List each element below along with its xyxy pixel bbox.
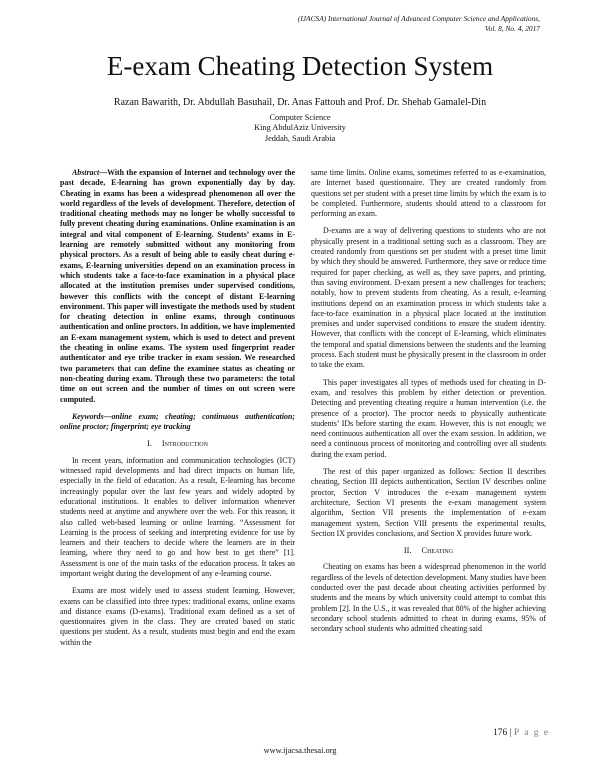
section-title: Cheating [421, 546, 454, 556]
paper-title: E-exam Cheating Detection System [106, 51, 494, 81]
affiliation-dept: Computer Science [269, 113, 331, 122]
journal-volume: Vol. 8, No. 4, 2017 [484, 24, 540, 33]
section-heading-cheating [311, 546, 546, 556]
page-number-value: 176 [493, 728, 508, 738]
keywords: Keywords—online exam; cheating; continuous authentication; online proctor; fingerprint; eye tracking [60, 411, 295, 432]
abstract [60, 168, 295, 405]
journal-header [180, 14, 540, 34]
cheating-paragraph-1: Cheating on exams has been a widespread phenomenon in the world regardless of the levels of detection development. Many studies have been conducted over the past decade about cheating activities performed by students and the means by which university could attempt to combat this problem [2]. In the U.S., it was revealed that 80% of the higher achieving secondary school students admitted to cheat in during exams, 95% of secondary school students who admitted cheating said [311, 562, 546, 634]
body-paragraph-4: The rest of this paper organized as follows: Section II describes cheating, Section III depicts authentication, Section IV describes online proctor, Section V introduces the e-exam management system architecture, Section VI presents the e-exam management system algorithm, Section VII presents the implementation of e-exam management system, Section VIII presents the experimental results, Section IX provides conclusions, and Section X provides future work. [311, 467, 546, 538]
page-separator: | [507, 728, 514, 738]
right-column [311, 168, 546, 641]
journal-name: (IJACSA) International Journal of Advanced Computer Science and Applications, [297, 14, 540, 23]
body-paragraph-2: D-exams are a way of delivering questions to students who are not physically present in a traditional setting such as a classroom. They are created randomly from questions set per student with a preset time limit by which they should be answered. Furthermore, they save or reduce time required for paper checking, as well as, they save papers, and printing, thus saving environment. D-exam present a new challenges for teachers; notably, how to prevent students from cheating. As a result, e-learning institutions depend on an examination process in which students take a face-to-face examination in a physical place located at the institution premises and under supervised conditions to ensure the student identity. However, that conflicts with the concept of E-learning, which eliminates the temporal and spatial dimensions between the students and the learning process. Each student must be physically present in the classroom in order to take the exam. [311, 226, 546, 370]
page-word: P a g e [513, 728, 550, 738]
affiliation-university: King AbdulAziz University [254, 123, 346, 133]
section-number: I. [147, 439, 152, 449]
body-paragraph-3: This paper investigates all types of methods used for cheating in D-exam, and resolves this problem by either detection or prevention. Detecting and preventing cheating require a human intervention (i.e. the presence of a proctor). The proctor needs to physically authenticate students’ IDs before starting the exam. However, this is not enough; we need continuous authentication all over the exam session. In addition, we need a continuous process of monitoring and controlling over all students during the exam period. [311, 377, 546, 459]
footer-url: www.ijacsa.thesai.org [263, 746, 337, 755]
left-column [60, 168, 295, 655]
author-list: Razan Bawarith, Dr. Abdullah Basuhail, Dr. Anas Fattouh and Prof. Dr. Shehab Gamalel-Din [113, 97, 487, 108]
section-heading-introduction [60, 439, 295, 449]
section-number: II. [403, 546, 412, 556]
intro-paragraph-1: In recent years, information and communication technologies (ICT) witnessed rapid developments and had direct impacts on human life, especially in the field of education. As a result, E-learning has become increasingly popular over the last few years and widely adopted by educational institutions. It enables to deliver information whenever students need at anytime and anywhere over the web. For this reason, it also called web-based learning or online learning. “Assessment for Learning is the process of seeking and interpreting evidence for use by learners and their teachers to decide where the learners are in their learning, where they need to go and how best to get there” [1]. Assessment is one of the main tasks of the education process. It takes an important weight during the development of any e-learning course. [60, 455, 295, 578]
page-number [493, 728, 550, 738]
intro-paragraph-2: Exams are most widely used to assess student learning. However, exams can be classified into three types: traditional exams, online exams and distance exams (D-exams). Traditional exam defined as a set of questionnaires given in the class. They are created based on static questions per student. As a result, students must begin and end the exam within the [60, 586, 295, 647]
section-title: Introduction [161, 439, 208, 449]
abstract-lead: Abstract [72, 168, 100, 177]
affiliation [0, 113, 600, 144]
affiliation-city: Jeddah, Saudi Arabia [264, 133, 336, 143]
body-paragraph-1: same time limits. Online exams, sometimes referred to as e-examination, are Internet based questionnaire. They are created randomly from questions set per student with a preset time limits by which the exam is to be completed. Furthermore, students should attend to a classroom for performing an exam. [311, 168, 546, 219]
abstract-text: —With the expansion of Internet and technology over the past decade, E-learning has grown exponentially day by day. Cheating in exams has been a widespread phenomenon all over the world regardless of the levels of development. Therefore, detection of traditional cheating methods may no longer be wholly successful to fully prevent cheating during examinations. Online examination is an integral and vital component of E-learning. Students’ exams in E-learning are remotely submitted without any monitoring from physical proctors. As a result of being able to easily cheat during e-exams, E-learning universities depend on an examination process in which students take a face-to-face examination in a physical place allocated at the institution premises under supervised conditions, however this conflicts with the concept of distant E-learning environment. This paper will investigate the methods used by student for cheating detection in online exams, through continuous authentication and online proctors. In addition, we have implemented an E-exam management system, which is used to detect and prevent the cheating in online exams. The system used fingerprint reader authenticator and eye tribe tracker in exam session. We researched two parameters that can define the examinee status as cheating or non-cheating during exam. Through these two parameters: the total time on out screen and the number of times on out screen were computed. [60, 168, 295, 404]
